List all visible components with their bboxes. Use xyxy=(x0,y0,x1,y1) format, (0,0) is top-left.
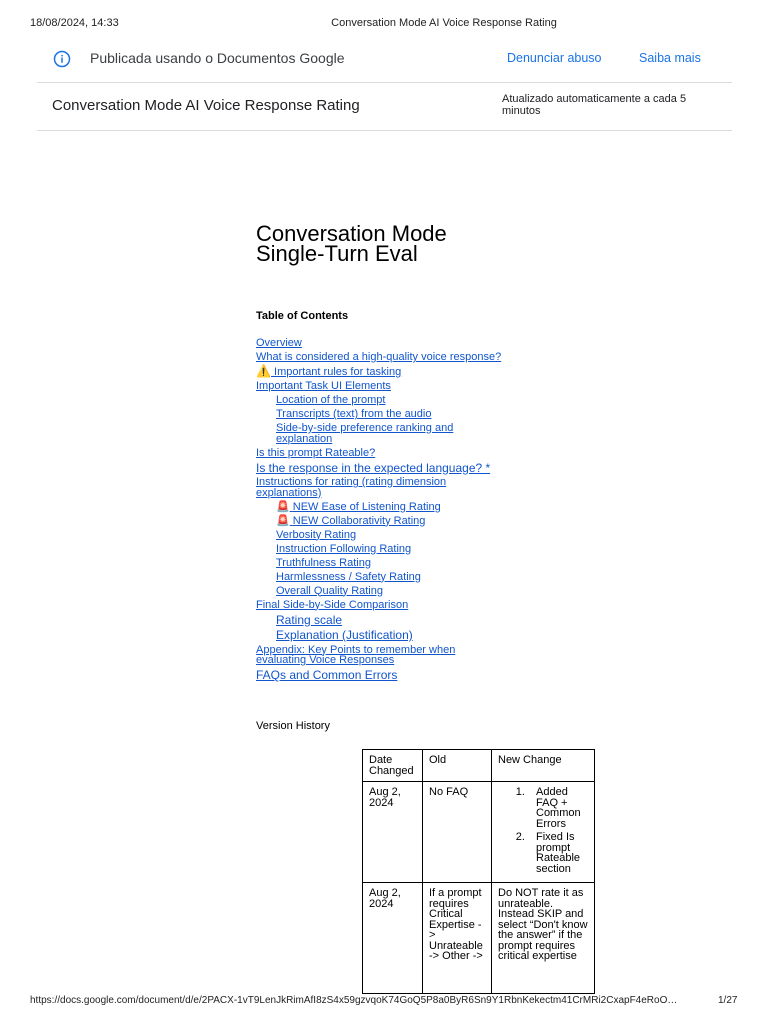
toc-link-label: Harmlessness / Safety Rating xyxy=(276,570,421,583)
toc-link[interactable] xyxy=(256,423,506,444)
header-new: New Change xyxy=(492,750,595,782)
row-new xyxy=(492,782,595,883)
row-new: Do NOT rate it as unrateable. Instead SKIP and select “Don't know the answer” if the prompt requires critical expertise xyxy=(492,883,595,994)
print-datetime: 18/08/2024, 14:33 xyxy=(30,17,119,29)
toc-link-label: Appendix: Key Points to remember when evaluating Voice Responses xyxy=(256,643,456,666)
toc-link[interactable] xyxy=(256,516,506,527)
toc-link[interactable] xyxy=(256,614,506,626)
toc-link-label: Verbosity Rating xyxy=(276,528,357,541)
toc-link-label: Transcripts (text) from the audio xyxy=(276,408,432,420)
row-old: No FAQ xyxy=(423,782,492,883)
toc-link[interactable] xyxy=(256,645,506,666)
list-item: 1. Added FAQ + Common Errors xyxy=(528,787,588,829)
toc-link[interactable] xyxy=(256,366,506,378)
siren-icon: 🚨 xyxy=(276,500,290,513)
list-item: 2. Fixed Is prompt Rateable section xyxy=(528,832,588,874)
version-history-title: Version History xyxy=(256,720,330,732)
toc-link[interactable] xyxy=(256,544,506,555)
row-date: Aug 2, 2024 xyxy=(363,782,423,883)
toc-link-label: Location of the prompt xyxy=(276,394,386,406)
row-date: Aug 2, 2024 xyxy=(363,883,423,994)
toc-link[interactable] xyxy=(256,586,506,597)
table-row xyxy=(363,883,595,994)
toc-link[interactable] xyxy=(256,502,506,513)
published-text: Publicada usando o Documentos Google xyxy=(90,50,345,66)
toc-link[interactable] xyxy=(256,409,506,420)
print-footer-url: https://docs.google.com/document/d/e/2PACX-1vT9LenJkRimAfI8zS4x59gzvqoK74GoQ5P8a0ByR6Sn9Y1RbnKekectm41CrMRi2CxapF4eRoO… xyxy=(30,995,678,1006)
header-old: Old xyxy=(423,750,492,782)
toc-link[interactable] xyxy=(256,381,506,392)
toc-link-label: NEW Ease of Listening Rating xyxy=(292,500,441,513)
table-header-row xyxy=(363,750,595,782)
version-history-table xyxy=(362,749,595,994)
toc-link-label: Is this prompt Rateable? xyxy=(256,446,376,459)
toc-link-label: FAQs and Common Errors xyxy=(256,668,398,682)
toc-link-label: Instructions for rating (rating dimension explanations) xyxy=(256,476,447,499)
auto-update-note: Atualizado automaticamente a cada 5 minutos xyxy=(502,93,687,117)
toc-link-label: Important Task UI Elements xyxy=(256,380,391,392)
siren-icon: 🚨 xyxy=(276,514,290,527)
published-banner xyxy=(37,40,732,83)
toc-link[interactable] xyxy=(256,572,506,583)
toc-link-label: Final Side-by-Side Comparison xyxy=(256,598,409,611)
print-page-number: 1/27 xyxy=(718,995,738,1006)
warning-icon: ⚠️ xyxy=(256,364,271,378)
toc-link-label: Important rules for tasking xyxy=(274,366,402,378)
table-row xyxy=(363,782,595,883)
row-old: If a prompt requires Critical Expertise -> Unrateable -> Other -> xyxy=(423,883,492,994)
toc-link-label: What is considered a high-quality voice response? xyxy=(256,351,502,363)
toc-link[interactable] xyxy=(256,352,506,363)
toc-link[interactable] xyxy=(256,477,506,498)
toc-link[interactable] xyxy=(256,558,506,569)
toc-link[interactable] xyxy=(256,530,506,541)
toc-link-label: Side-by-side preference ranking and explanation xyxy=(276,422,454,445)
toc-link[interactable] xyxy=(256,669,506,681)
toc-link-label: Overall Quality Rating xyxy=(276,584,383,597)
toc-heading: Table of Contents xyxy=(256,310,349,322)
toc-link[interactable] xyxy=(256,462,506,474)
info-icon xyxy=(53,50,71,68)
toc-link[interactable] xyxy=(256,629,506,641)
toc-link[interactable] xyxy=(256,448,506,459)
header-date: Date Changed xyxy=(363,750,423,782)
document-header xyxy=(37,83,732,131)
toc-link-label: Truthfulness Rating xyxy=(276,556,371,569)
toc-link[interactable] xyxy=(256,338,506,349)
learn-more-link[interactable]: Saiba mais xyxy=(639,51,701,65)
toc-link-label: Instruction Following Rating xyxy=(276,542,412,555)
document-header-title: Conversation Mode AI Voice Response Rating xyxy=(52,97,360,114)
toc-link-label: Is the response in the expected language? * xyxy=(256,460,491,475)
toc-link-label: Overview xyxy=(256,337,302,349)
page-title: Conversation Mode Single-Turn Eval xyxy=(256,221,447,266)
print-page-title: Conversation Mode AI Voice Response Rating xyxy=(331,17,557,29)
toc-link-label: Rating scale xyxy=(276,612,343,627)
toc-link[interactable] xyxy=(256,395,506,406)
report-abuse-link[interactable]: Denunciar abuso xyxy=(507,51,602,65)
toc-link-label: NEW Collaborativity Rating xyxy=(292,514,426,527)
toc-link-label: Explanation (Justification) xyxy=(276,628,413,642)
table-of-contents xyxy=(256,338,506,685)
toc-link[interactable] xyxy=(256,600,506,611)
